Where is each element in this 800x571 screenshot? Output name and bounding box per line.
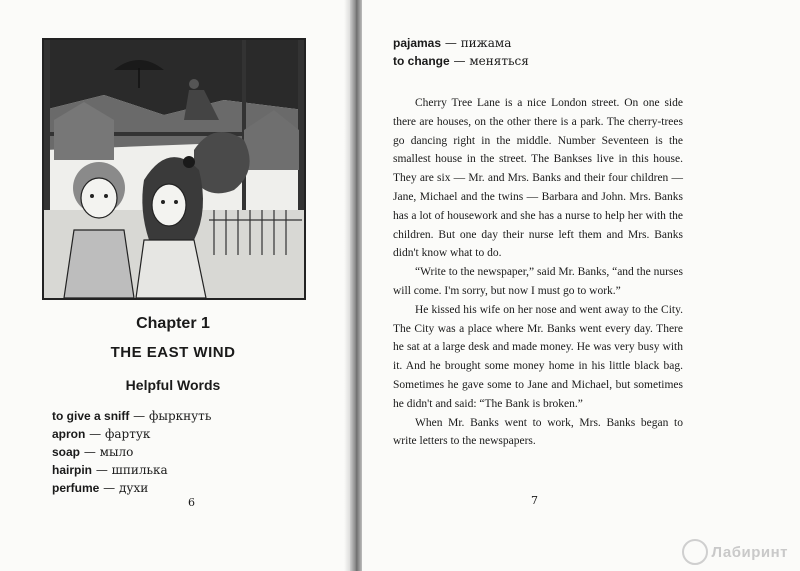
vocabulary-list [52, 407, 312, 497]
vocab-translation: фартук [105, 427, 151, 441]
paragraph: Cherry Tree Lane is a nice London street. On one side there are houses, on the other there is a park. The cherry-trees go dancing right in the middle. Number Seventeen is the smallest house in the street. The Bankses live in this house. They are six — Mr. and Mrs. Banks and their four children — Jane, Michael and the twins — Barbara and John. Mrs. Banks has a lot of housework and she has a nurse to help her with the children. But one day their nurse left them and Mrs. Banks didn't know what to do. [393, 97, 683, 260]
illustration-drawing [44, 40, 304, 298]
vocabulary-list-continued [393, 34, 633, 70]
dash: — [453, 54, 466, 68]
vocab-item [52, 425, 312, 443]
vocab-translation: пижама [460, 36, 512, 50]
chapter-illustration [42, 38, 306, 300]
page-number-left: 6 [188, 496, 195, 509]
helpful-words-heading: Helpful Words [125, 377, 221, 393]
page-number-right: 7 [531, 494, 538, 507]
left-page [0, 0, 350, 571]
vocab-item [52, 479, 312, 497]
chapter-number: Chapter 1 [136, 315, 210, 332]
vocab-item [52, 443, 312, 461]
vocab-translation: духи [119, 481, 149, 495]
vocab-term: to change [393, 54, 450, 68]
vocab-item [52, 407, 312, 425]
vocab-translation: фыркнуть [149, 409, 212, 423]
paragraph: When Mr. Banks went to work, Mrs. Banks began to write letters to the newspapers. [393, 416, 683, 448]
labirint-watermark [682, 539, 788, 565]
vocab-term: apron [52, 427, 86, 441]
dash: — [83, 445, 96, 459]
vocab-translation: шпилька [111, 463, 168, 477]
book-gutter [350, 0, 362, 571]
vocab-translation: мыло [99, 445, 134, 459]
watermark-text: Лабиринт [711, 543, 788, 561]
vocab-translation: меняться [469, 54, 529, 68]
vocab-term: to give a sniff [52, 409, 130, 423]
vocab-item [393, 34, 633, 52]
paragraph: “Write to the newspaper,” said Mr. Banks, “and the nurses will come. I'm sorry, but now I must go to work.” [393, 266, 683, 297]
story-text [393, 94, 683, 451]
paragraph: He kissed his wife on her nose and went away to the City. The City was a place where Mr. Banks went every day. There he sat at a large desk and made money. He was very busy with it. And he brought some money home in his little black bag. Sometimes he gave some to Jane and Michael, but sometimes he didn't and said: “The Bank is broken.” [393, 303, 683, 410]
vocab-item [393, 52, 633, 70]
vocab-term: hairpin [52, 463, 93, 477]
dash: — [103, 481, 116, 495]
dash: — [133, 409, 146, 423]
chapter-title: THE EAST WIND [110, 344, 236, 361]
vocab-term: pajamas [393, 36, 442, 50]
labirint-logo-icon [682, 539, 708, 565]
vocab-term: soap [52, 445, 81, 459]
dash: — [95, 463, 108, 477]
vocab-item [52, 461, 312, 479]
vocab-term: perfume [52, 481, 100, 495]
dash: — [89, 427, 102, 441]
dash: — [444, 36, 457, 50]
